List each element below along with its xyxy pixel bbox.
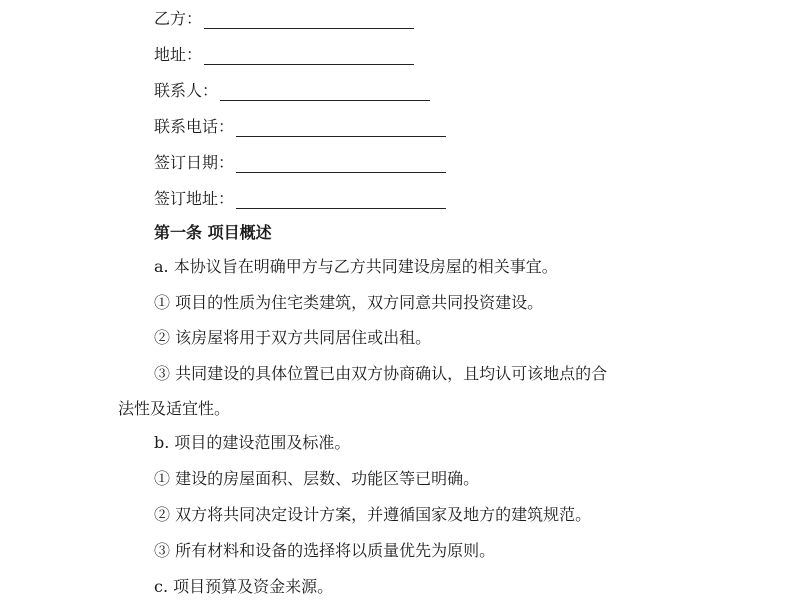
party-b-blank[interactable] <box>204 10 414 29</box>
paragraph-b-2: ② 双方将共同决定设计方案，并遵循国家及地方的建筑规范。 <box>154 505 592 524</box>
paragraph-b-1: ① 建设的房屋面积、层数、功能区等已明确。 <box>154 469 480 488</box>
party-b-label: 乙方： <box>154 9 203 28</box>
paragraph-a-3: ③ 共同建设的具体位置已由双方协商确认，且均认可该地点的合 <box>154 364 608 383</box>
sign-place-field <box>154 185 446 209</box>
sign-place-label: 签订地址： <box>154 189 235 208</box>
contact-person-label: 联系人： <box>154 81 219 100</box>
address-blank[interactable] <box>204 46 414 65</box>
address-label: 地址： <box>154 45 203 64</box>
paragraph-c: c. 项目预算及资金来源。 <box>154 577 334 596</box>
paragraph-a: a. 本协议旨在明确甲方与乙方共同建设房屋的相关事宜。 <box>154 257 558 276</box>
sign-place-blank[interactable] <box>236 190 446 209</box>
contact-phone-blank[interactable] <box>236 118 446 137</box>
paragraph-a-1: ① 项目的性质为住宅类建筑，双方同意共同投资建设。 <box>154 293 544 312</box>
section-heading: 第一条 项目概述 <box>154 223 272 242</box>
sign-date-label: 签订日期： <box>154 153 235 172</box>
sign-date-blank[interactable] <box>236 154 446 173</box>
address-field <box>154 41 414 65</box>
paragraph-a-3-continued: 法性及适宜性。 <box>118 399 231 418</box>
sign-date-field <box>154 149 446 173</box>
paragraph-b-3: ③ 所有材料和设备的选择将以质量优先为原则。 <box>154 541 496 560</box>
paragraph-b: b. 项目的建设范围及标准。 <box>154 433 351 452</box>
paragraph-a-2: ② 该房屋将用于双方共同居住或出租。 <box>154 328 432 347</box>
contact-person-field <box>154 77 430 101</box>
party-b-field <box>154 5 414 29</box>
contact-person-blank[interactable] <box>220 82 430 101</box>
contact-phone-label: 联系电话： <box>154 117 235 136</box>
contact-phone-field <box>154 113 446 137</box>
